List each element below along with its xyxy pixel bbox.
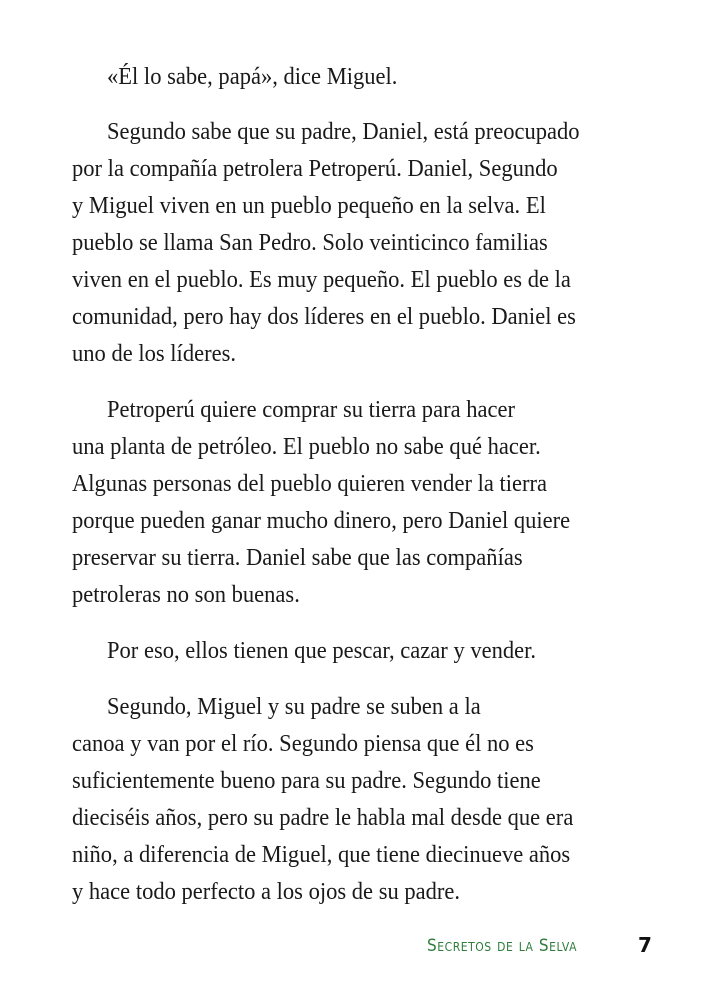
paragraph-2-line-1: Segundo sabe que su padre, Daniel, está preocupado: [107, 118, 580, 145]
running-footer-book-title: Secretos de la Selva: [427, 936, 578, 956]
paragraph-4-line-1: Por eso, ellos tienen que pescar, cazar y vender.: [107, 637, 537, 664]
paragraph-5-line-2: canoa y van por el río. Segundo piensa que él no es: [72, 730, 534, 757]
paragraph-5-line-6: y hace todo perfecto a los ojos de su padre.: [72, 878, 461, 905]
paragraph-3-line-3: Algunas personas del pueblo quieren vender la tierra: [72, 470, 548, 497]
paragraph-2-line-6: comunidad, pero hay dos líderes en el pueblo. Daniel es: [72, 303, 576, 330]
paragraph-5-line-1: Segundo, Miguel y su padre se suben a la: [107, 693, 481, 720]
paragraph-3-line-1: Petroperú quiere comprar su tierra para hacer: [107, 396, 516, 423]
paragraph-3-line-4: porque pueden ganar mucho dinero, pero Daniel quiere: [72, 507, 571, 534]
paragraph-5-line-3: suficientemente bueno para su padre. Segundo tiene: [72, 767, 541, 794]
paragraph-3-line-5: preservar su tierra. Daniel sabe que las compañías: [72, 544, 523, 571]
paragraph-2-line-2: por la compañía petrolera Petroperú. Daniel, Segundo: [72, 155, 558, 182]
page-number: 7: [638, 933, 652, 957]
paragraph-5-line-5: niño, a diferencia de Miguel, que tiene diecinueve años: [72, 841, 571, 868]
paragraph-3-line-2: una planta de petróleo. El pueblo no sabe qué hacer.: [72, 433, 541, 460]
paragraph-3-line-6: petroleras no son buenas.: [72, 581, 300, 608]
paragraph-5-line-4: dieciséis años, pero su padre le habla mal desde que era: [72, 804, 574, 831]
paragraph-1-line-1: «Él lo sabe, papá», dice Miguel.: [107, 63, 398, 90]
paragraph-2-line-7: uno de los líderes.: [72, 340, 237, 367]
paragraph-2-line-3: y Miguel viven en un pueblo pequeño en la selva. El: [72, 192, 546, 219]
paragraph-2-line-4: pueblo se llama San Pedro. Solo veinticinco familias: [72, 229, 548, 256]
paragraph-2-line-5: viven en el pueblo. Es muy pequeño. El pueblo es de la: [72, 266, 571, 293]
